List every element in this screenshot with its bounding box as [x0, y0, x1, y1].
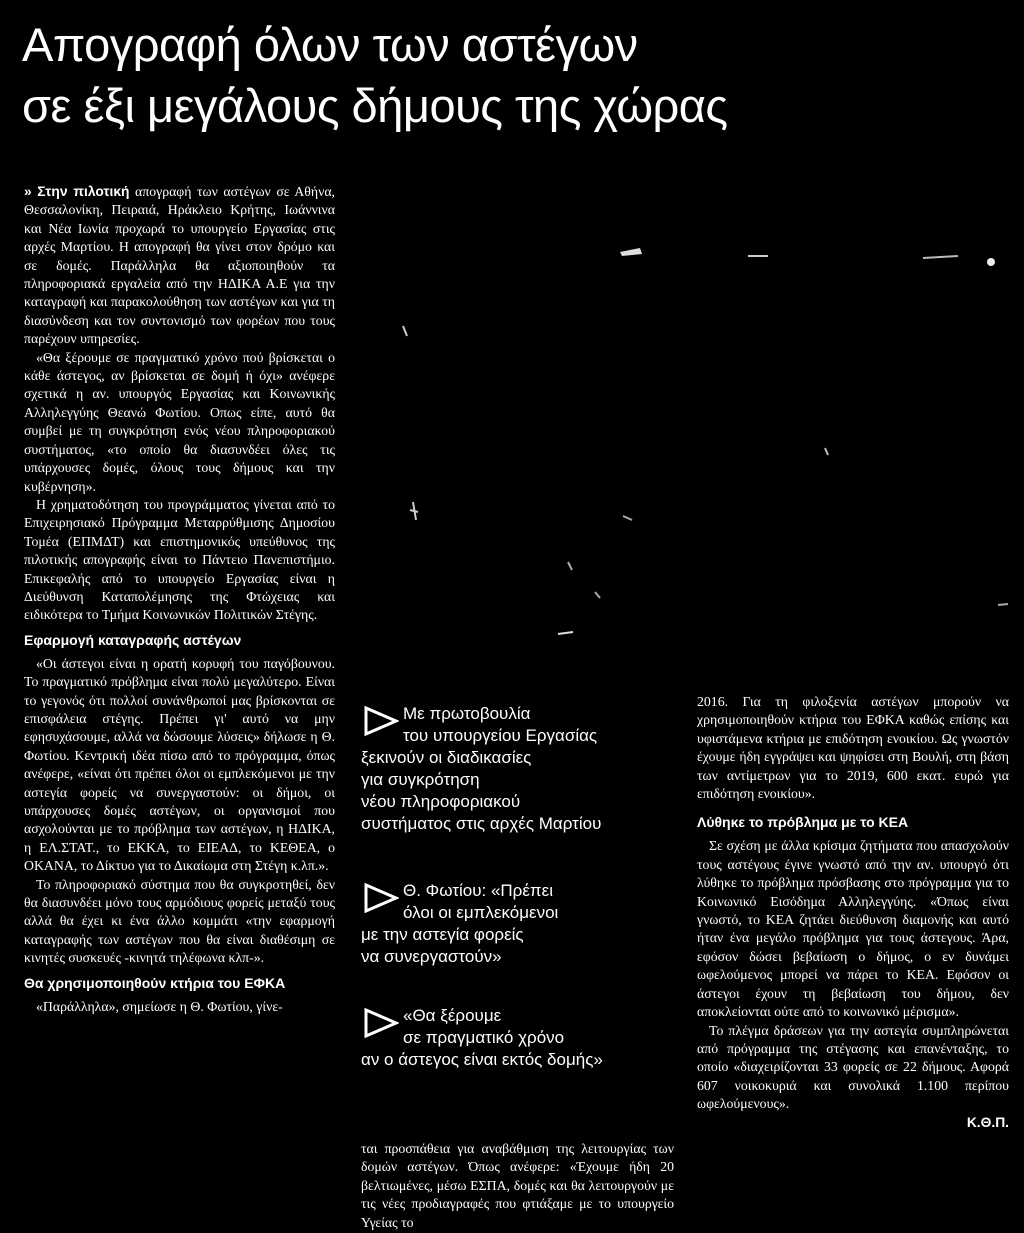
article-column-3: [697, 693, 1009, 1132]
pull-quote-line: νέου πληροφοριακού: [361, 792, 521, 811]
triangle-play-icon: [363, 705, 399, 737]
pull-quote: [361, 1005, 677, 1071]
pull-quote-line: Με πρωτοβουλία: [403, 704, 531, 723]
paragraph: ται προσπάθεια για αναβάθμιση της λειτουργίας των δομών αστέγων. Όπως ανέφερε: «Έχουμε ήδη 20 βελτιωμένες, μέσω ΕΣΠΑ, δομές και θα λειτουργούν με τις νέες προδιαγραφές που φτιάξαμε με το υπουργείο Υγείας το: [361, 1141, 674, 1230]
paragraph: Σε σχέση με άλλα κρίσιμα ζητήματα που απασχολούν τους αστέγους έγινε γνωστό από την αν. υπουργό ότι λύθηκε το πρόβλημα πρόσβασης στο πρόγραμμα για το Κοινωνικό Εισόδημα Αλληλεγγύης. «Όπως είναι γνωστό, το ΚΕΑ ζητάει διεύθυνση διαμονής και αυτό ήταν ένα μεγάλο πρόβλημα για τους άστεγους. Άρα, εφόσον δώσει βεβαίωση ο δήμος, ο εν δυνάμει ωφελούμενος μπορεί να πάρει το ΚΕΑ. Εφόσον οι άστεγοι έχουν τη βεβαίωση του δήμου, δεν αποκλείονται ούτε από το κοινωνικό μέρισμα».: [697, 838, 1009, 1020]
pull-quote-line: με την αστεγία φορείς: [361, 925, 524, 944]
lead-bold: Στην πιλοτική: [37, 184, 130, 199]
chevron-marker-icon: »: [24, 184, 32, 199]
article-column-2: [361, 1140, 674, 1232]
lead-paragraph: [24, 183, 335, 349]
paragraph: Το πληροφοριακό σύστημα που θα συγκροτηθεί, δεν θα διασυνδέει μόνο τους αρμόδιους φορείς μεταξύ τους αλλά θα έχει κι ένα άλλο κομμάτι «την εφαρμογή καταγραφής των αστέγων που θα είναι διαθέσιμη σε κινητές συσκευές -κινητά τηλέφωνα κλπ-».: [24, 876, 335, 966]
photo-specks: [358, 180, 1024, 680]
headline-line-2: σε έξι μεγάλους δήμους της χώρας: [22, 79, 728, 132]
headline: [22, 14, 1012, 136]
pull-quote-line: συστήματος στις αρχές Μαρτίου: [361, 814, 602, 833]
paragraph: 2016. Για τη φιλοξενία αστέγων μπορούν να χρησιμοποιηθούν κτήρια του ΕΦΚΑ καθώς επίσης και υφιστάμενα κτήρια με επιδότηση ενοικίου. Ως γνωστόν έχουμε ήδη εγγράψει και ψηφίσει στη Βουλή, στη βάση των αντίμετρων για το 2019, 600 εκατ. ευρώ για επιδότηση ενοικίου».: [697, 694, 1009, 802]
pull-quote-line: σε πραγματικό χρόνο: [403, 1028, 565, 1047]
paragraph: Το πλέγμα δράσεων για την αστεγία συμπληρώνεται από πρόγραμμα της στέγασης και επανένταξης, το οποίο «διαχειρίζονται 33 φορείς σε 22 δήμους. Αφορά 607 νοικοκυριά και συνολικά 1.100 περίπου ωφελούμενους».: [697, 1022, 1009, 1112]
triangle-play-icon: [363, 882, 399, 914]
pull-quote-line: του υπουργείου Εργασίας: [403, 726, 598, 745]
pull-quote-line: αν ο άστεγος είναι εκτός δομής»: [361, 1050, 603, 1069]
headline-line-1: Απογραφή όλων των αστέγων: [22, 18, 638, 71]
pull-quote-line: ξεκινούν οι διαδικασίες: [361, 748, 532, 767]
pull-quote-line: όλοι οι εμπλεκόμενοι: [403, 903, 559, 922]
pull-quote-line: Θ. Φωτίου: «Πρέπει: [403, 881, 554, 900]
paragraph: «Παράλληλα», σημείωσε η Θ. Φωτίου, γίνε-: [36, 998, 283, 1014]
triangle-play-icon: [363, 1007, 399, 1039]
pull-quote-line: για συγκρότηση: [361, 770, 480, 789]
subheading: Εφαρμογή καταγραφής αστέγων: [24, 631, 242, 648]
paragraph: «Θα ξέρουμε σε πραγματικό χρόνο πού βρίσκεται ο κάθε άστεγος, αν βρίσκεται σε δομή ή όχι» ανέφερε σχετικά η αν. υπουργός Εργασίας και Κοινωνικής Αλληλεγγύης Θεανώ Φωτίου. Οπως είπε, αυτό θα συμβεί με τη συγκρότηση ενός νέου πληροφοριακού συστήματος, «το οποίο θα διασυνδέει όλες τις υπάρχουσες δομές, όλους τους δήμους και την κυβέρνηση».: [24, 349, 335, 494]
article-column-1: [24, 183, 335, 1016]
pull-quote: [361, 880, 677, 968]
paragraph: Η χρηματοδότηση του προγράμματος γίνεται από το Επιχειρησιακό Πρόγραμμα Μεταρρύθμισης Δημοσίου Τομέα (ΕΠΜΔΤ) και επιστημονικός υπεύθυνος της πιλοτικής απογραφής είναι το Πάντειο Πανεπιστήμιο. Επικεφαλής από το υπουργείο Εργασίας είναι η Διεύθυνση Καταπολέμησης της Φτώχειας και ειδικότερα το Τμήμα Κοινωνικών Πολιτικών Στέγης.: [24, 496, 335, 623]
pull-quote: [361, 703, 677, 835]
pull-quote-line: «Θα ξέρουμε: [403, 1006, 502, 1025]
subheading: Θα χρησιμοποιηθούν κτήρια του ΕΦΚΑ: [24, 974, 286, 991]
author-signature: Κ.Θ.Π.: [966, 1114, 1009, 1130]
paragraph: «Οι άστεγοι είναι η ορατή κορυφή του παγόβουνου. Το πραγματικό πρόβλημα είναι πολύ μεγαλύτερο. Είναι το γεγονός ότι πολλοί συνάνθρωποί μας βρίσκονται σε επισφάλεια στέγης. Πρέπει γι' αυτό να μην εφησυχάσουμε, αλλά να δώσουμε λύσεις» δήλωσε η Θ. Φωτίου. Κεντρική ιδέα πίσω από το πρόγραμμα, όπως ανέφερε, «είναι ότι πρέπει όλοι οι εμπλεκόμενοι με την αστεγία φορείς να συνεργαστούν: οι δήμοι, οι υπάρχουσες δομές αστέγων, οι οργανισμοί που ασχολούνται με το πρόβλημα των αστέγων, η ΗΔΙΚΑ, η ΕΛ.ΣΤΑΤ., το ΕΚΚΑ, το ΕΙΕΑΔ, το ΚΕΘΕΑ, ο ΟΚΑΝΑ, το Δίκτυο για το Δικαίωμα στη Στέγη κ.λπ.».: [24, 655, 335, 874]
subheading: Λύθηκε το πρόβλημα με το ΚΕΑ: [697, 814, 909, 831]
lead-text: απογραφή των αστέγων σε Αθήνα, Θεσσαλονίκη, Πειραιά, Ηράκλειο Κρήτης, Ιωάννινα και Νέα Ιωνία προχωρά το υπουργείο Εργασίας στις αρχές Μαρτίου. Η απογραφή θα γίνει στον δρόμο και σε δομές. Παράλληλα θα αξιοποιηθούν τα πληροφοριακά εργαλεία από την ΗΔΙΚΑ Α.Ε για την καταγραφή και παρακολούθηση των αστέγων και για τη διασύνδεση και τον συντονισμό των φορέων που τους παρέχουν υπηρεσίες.: [24, 184, 336, 347]
pull-quote-line: να συνεργαστούν»: [361, 947, 502, 966]
article-photo: [358, 180, 1024, 680]
